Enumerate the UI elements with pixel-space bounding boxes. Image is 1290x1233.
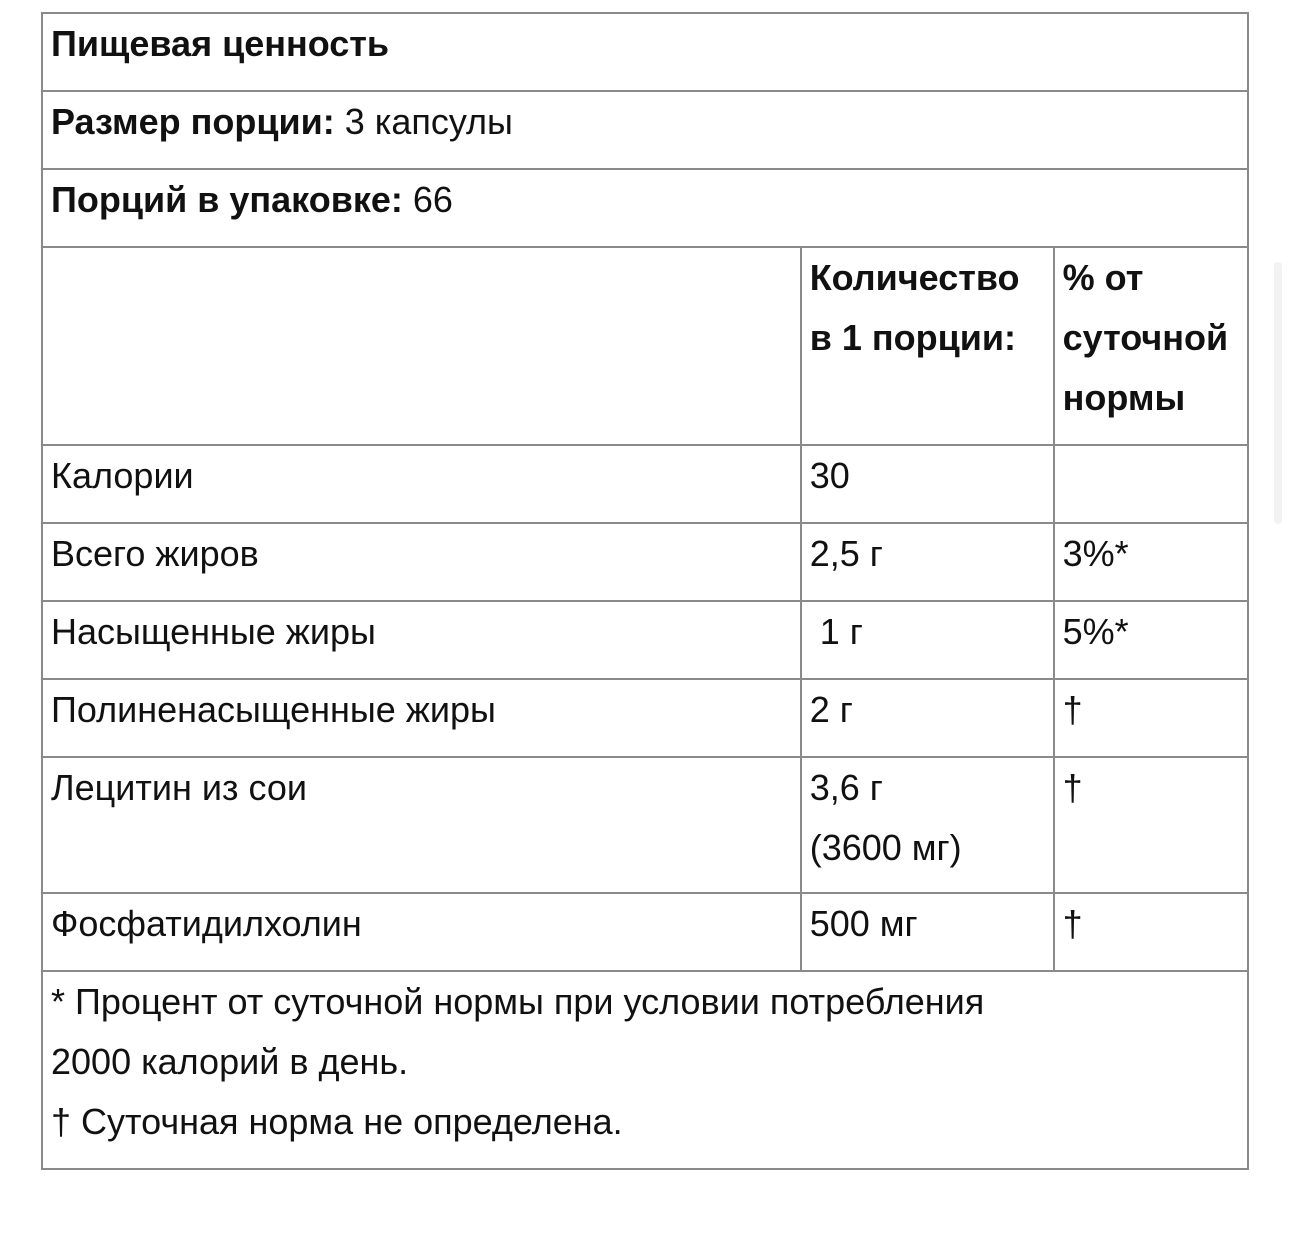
nutrient-name: Насыщенные жиры: [42, 601, 801, 679]
nutrient-daily-value: 5%*: [1054, 601, 1248, 679]
nutrient-amount: 2 г: [801, 679, 1054, 757]
serving-size-cell: [42, 91, 1248, 169]
footnote-row: [42, 971, 1248, 1169]
table-row: [42, 679, 1248, 757]
nutrient-name: Полиненасыщенные жиры: [42, 679, 801, 757]
table-row: [42, 445, 1248, 523]
nutrient-amount: 500 мг: [801, 893, 1054, 971]
nutrient-name: Фосфатидилхолин: [42, 893, 801, 971]
table-row: [42, 757, 1248, 893]
nutrient-name: Всего жиров: [42, 523, 801, 601]
nutrient-daily-value: †: [1054, 757, 1248, 893]
servings-per-container-value: 66: [412, 179, 453, 220]
column-header-daily-value: % от суточной нормы: [1054, 247, 1248, 445]
serving-size-label: Размер порции:: [51, 101, 335, 142]
nutrient-amount: 3,6 г (3600 мг): [801, 757, 1054, 893]
nutrient-amount: 2,5 г: [801, 523, 1054, 601]
nutrient-name: Лецитин из сои: [42, 757, 801, 893]
servings-per-container-row: [42, 169, 1248, 247]
footnote-percent: * Процент от суточной нормы при условии потребления 2000 калорий в день.: [51, 981, 985, 1082]
nutrition-facts-table: [41, 12, 1249, 1170]
column-header-amount: Количество в 1 порции:: [801, 247, 1054, 445]
nutrient-name: Калории: [42, 445, 801, 523]
column-header-row: [42, 247, 1248, 445]
table-row: [42, 601, 1248, 679]
footnote-dagger: † Суточная норма не определена.: [51, 1101, 623, 1142]
nutrient-daily-value: [1054, 445, 1248, 523]
nutrient-daily-value: 3%*: [1054, 523, 1248, 601]
column-header-name: [42, 247, 801, 445]
nutrient-amount: 30: [801, 445, 1054, 523]
title-row: [42, 13, 1248, 91]
serving-size-value: 3 капсулы: [344, 101, 513, 142]
servings-per-container-label: Порций в упаковке:: [51, 179, 403, 220]
footnote-cell: [42, 971, 1248, 1169]
table-title: Пищевая ценность: [42, 13, 1248, 91]
nutrient-daily-value: †: [1054, 893, 1248, 971]
scrollbar[interactable]: [1274, 262, 1282, 524]
serving-size-row: [42, 91, 1248, 169]
table-row: [42, 893, 1248, 971]
servings-per-container-cell: [42, 169, 1248, 247]
nutrient-daily-value: †: [1054, 679, 1248, 757]
nutrient-amount: 1 г: [801, 601, 1054, 679]
table-row: [42, 523, 1248, 601]
